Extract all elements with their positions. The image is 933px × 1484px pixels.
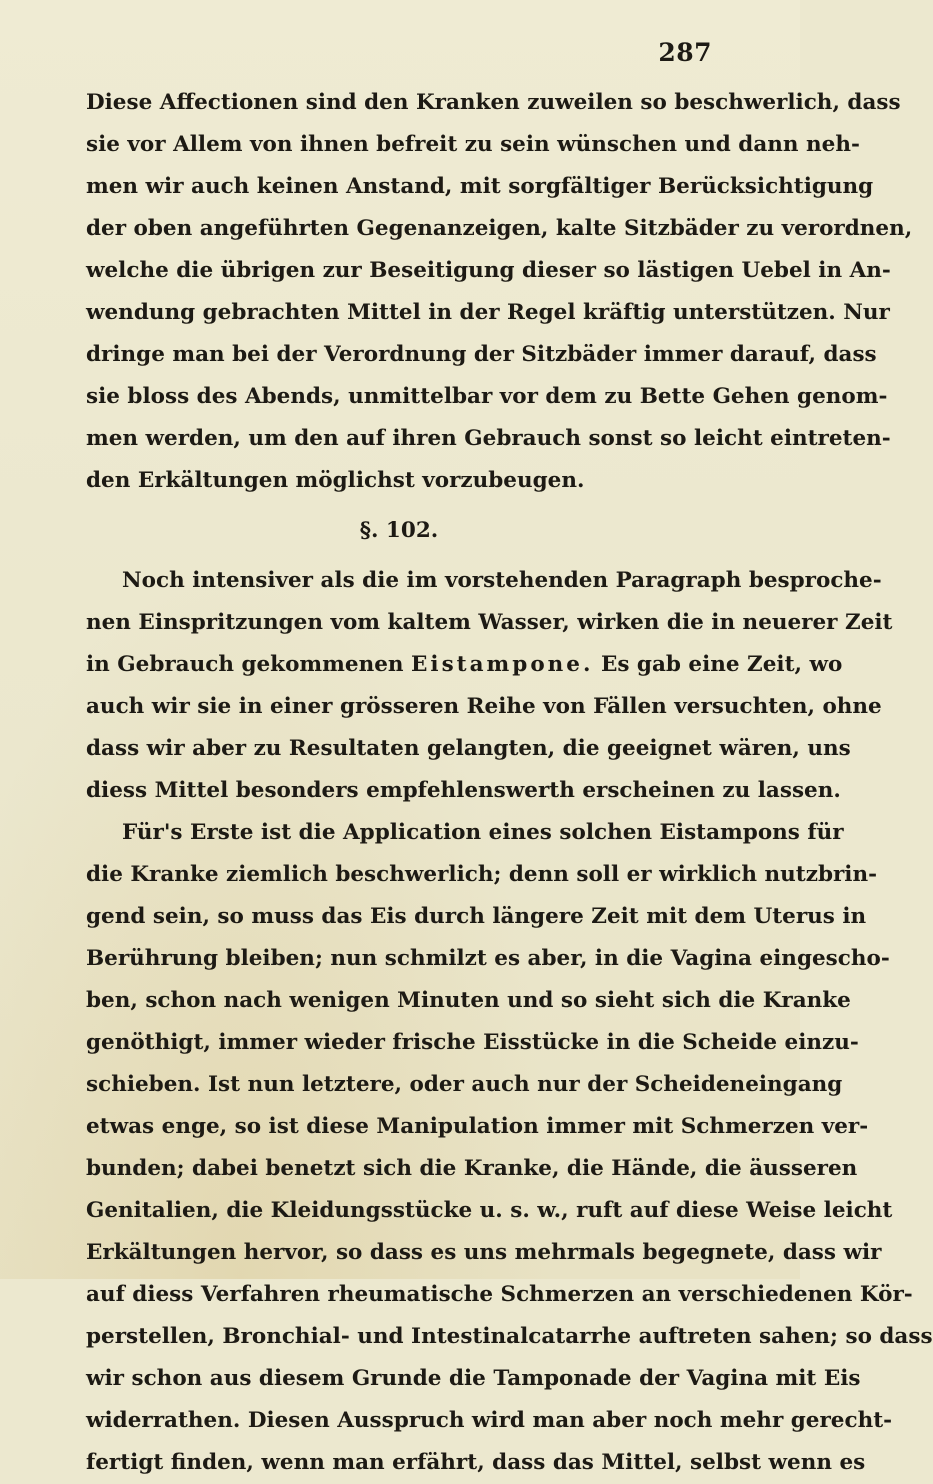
text-line: ben, schon nach wenigen Minuten und so sieht sich die Kranke [86, 988, 851, 1013]
text-line: Genitalien, die Kleidungsstücke u. s. w., ruft auf diese Weise leicht [86, 1198, 893, 1223]
text-line: gend sein, so muss das Eis durch längere Zeit mit dem Uterus in [86, 904, 867, 929]
text-line [86, 644, 843, 686]
text-line: wir schon aus diesem Grunde die Tamponade der Vagina mit Eis [86, 1366, 861, 1391]
text-line: schieben. Ist nun letztere, oder auch nur der Scheideneingang [86, 1072, 843, 1097]
text-line: dass wir aber zu Resultaten gelangten, die geeignet wären, uns [86, 736, 851, 761]
text-line: Berührung bleiben; nun schmilzt es aber, in die Vagina eingescho- [86, 946, 890, 971]
text-line: sie bloss des Abends, unmittelbar vor dem zu Bette Gehen genom- [86, 384, 888, 409]
text-line: dringe man bei der Verordnung der Sitzbäder immer darauf, dass [86, 342, 877, 367]
text-line: Für's Erste ist die Application eines solchen Eistampons für [122, 820, 844, 845]
text-line: auf diess Verfahren rheumatische Schmerzen an verschiedenen Kör- [86, 1282, 913, 1307]
text-line: fertigt finden, wenn man erfährt, dass das Mittel, selbst wenn es [86, 1450, 866, 1475]
spaced-term: Eistampone. [411, 652, 594, 677]
text-line: nen Einspritzungen vom kaltem Wasser, wirken die in neuerer Zeit [86, 610, 893, 635]
text-line: genöthigt, immer wieder frische Eisstücke in die Scheide einzu- [86, 1030, 859, 1055]
text-segment: Es gab eine Zeit, wo [593, 652, 843, 677]
section-heading: §. 102. [359, 518, 439, 543]
text-line: sie vor Allem von ihnen befreit zu sein wünschen und dann neh- [86, 132, 860, 157]
text-line: der oben angeführten Gegenanzeigen, kalte Sitzbäder zu verordnen, [86, 216, 913, 241]
text-segment: in Gebrauch gekommenen [86, 652, 412, 677]
text-line: den Erkältungen möglichst vorzubeugen. [86, 468, 585, 493]
text-line: Diese Affectionen sind den Kranken zuweilen so beschwerlich, dass [86, 90, 901, 115]
paragraph-2 [86, 560, 893, 812]
text-line: welche die übrigen zur Beseitigung dieser so lästigen Uebel in An- [86, 258, 891, 283]
text-line: Noch intensiver als die im vorstehenden Paragraph besproche- [122, 568, 882, 593]
text-line: Erkältungen hervor, so dass es uns mehrmals begegnete, dass wir [86, 1240, 882, 1265]
text-line: bunden; dabei benetzt sich die Kranke, die Hände, die äusseren [86, 1156, 858, 1181]
text-line: auch wir sie in einer grösseren Reihe von Fällen versuchten, ohne [86, 694, 882, 719]
text-line: etwas enge, so ist diese Manipulation immer mit Schmerzen ver- [86, 1114, 869, 1139]
page-number: 287 [658, 38, 712, 67]
text-line: diess Mittel besonders empfehlenswerth erscheinen zu lassen. [86, 778, 841, 803]
text-line: men werden, um den auf ihren Gebrauch sonst so leicht eintreten- [86, 426, 891, 451]
text-line: die Kranke ziemlich beschwerlich; denn soll er wirklich nutzbrin- [86, 862, 878, 887]
body-text [86, 82, 933, 1484]
paragraph-3 [86, 812, 933, 1484]
text-line: wendung gebrachten Mittel in der Regel kräftig unterstützen. Nur [86, 300, 890, 325]
text-line: widerrathen. Diesen Ausspruch wird man aber noch mehr gerecht- [86, 1408, 893, 1433]
text-line: perstellen, Bronchial- und Intestinalcatarrhe auftreten sahen; so dass [86, 1324, 933, 1349]
paragraph-1 [86, 82, 913, 502]
text-line: men wir auch keinen Anstand, mit sorgfältiger Berücksichtigung [86, 174, 874, 199]
